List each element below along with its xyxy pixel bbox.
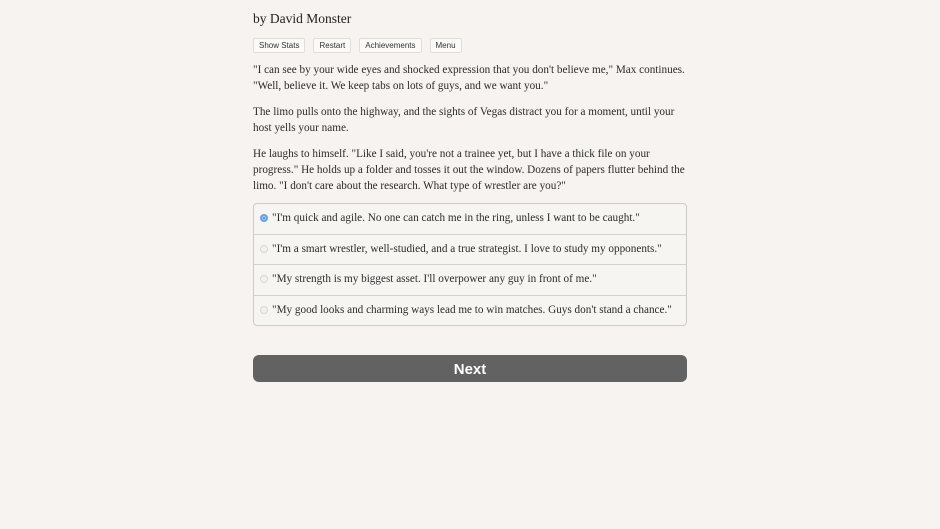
toolbar: [253, 38, 462, 53]
choice-label: "I'm quick and agile. No one can catch me in the ring, unless I want to be caught.": [272, 212, 640, 224]
choice-label: "I'm a smart wrestler, well-studied, and a true strategist. I love to study my opponents.": [272, 242, 662, 255]
story-paragraph: The limo pulls onto the highway, and the sights of Vegas distract you for a moment, until your host yells your name.: [253, 106, 675, 134]
radio-unselected-icon[interactable]: [260, 245, 268, 253]
choice-label: "My good looks and charming ways lead me to win matches. Guys don't stand a chance.": [272, 303, 672, 316]
radio-unselected-icon[interactable]: [260, 275, 268, 283]
next-button[interactable]: Next: [253, 355, 687, 382]
story-paragraph: He laughs to himself. "Like I said, you're not a trainee yet, but I have a thick file on your progress." He holds up a folder and tosses it out the window. Dozens of papers flutter behind the limo. "I don't care about the research. What type of wrestler are you?": [253, 148, 685, 192]
choice-option-good-looks[interactable]: [254, 295, 686, 326]
choice-option-strength[interactable]: [254, 264, 686, 295]
choice-list: [253, 203, 687, 326]
choice-option-smart-strategist[interactable]: [254, 234, 686, 265]
menu-button[interactable]: Menu: [430, 38, 462, 53]
show-stats-button[interactable]: Show Stats: [253, 38, 305, 53]
achievements-button[interactable]: Achievements: [359, 38, 421, 53]
story-text: [253, 62, 693, 204]
choice-option-quick-agile[interactable]: [254, 204, 686, 234]
radio-unselected-icon[interactable]: [260, 306, 268, 314]
radio-selected-icon[interactable]: [260, 214, 268, 222]
author-byline: by David Monster: [253, 11, 352, 26]
restart-button[interactable]: Restart: [313, 38, 351, 53]
story-paragraph: "I can see by your wide eyes and shocked expression that you don't believe me," Max continues. "Well, believe it. We keep tabs on lots of guys, and we want you.": [253, 64, 685, 92]
choice-label: "My strength is my biggest asset. I'll overpower any guy in front of me.": [272, 273, 597, 285]
